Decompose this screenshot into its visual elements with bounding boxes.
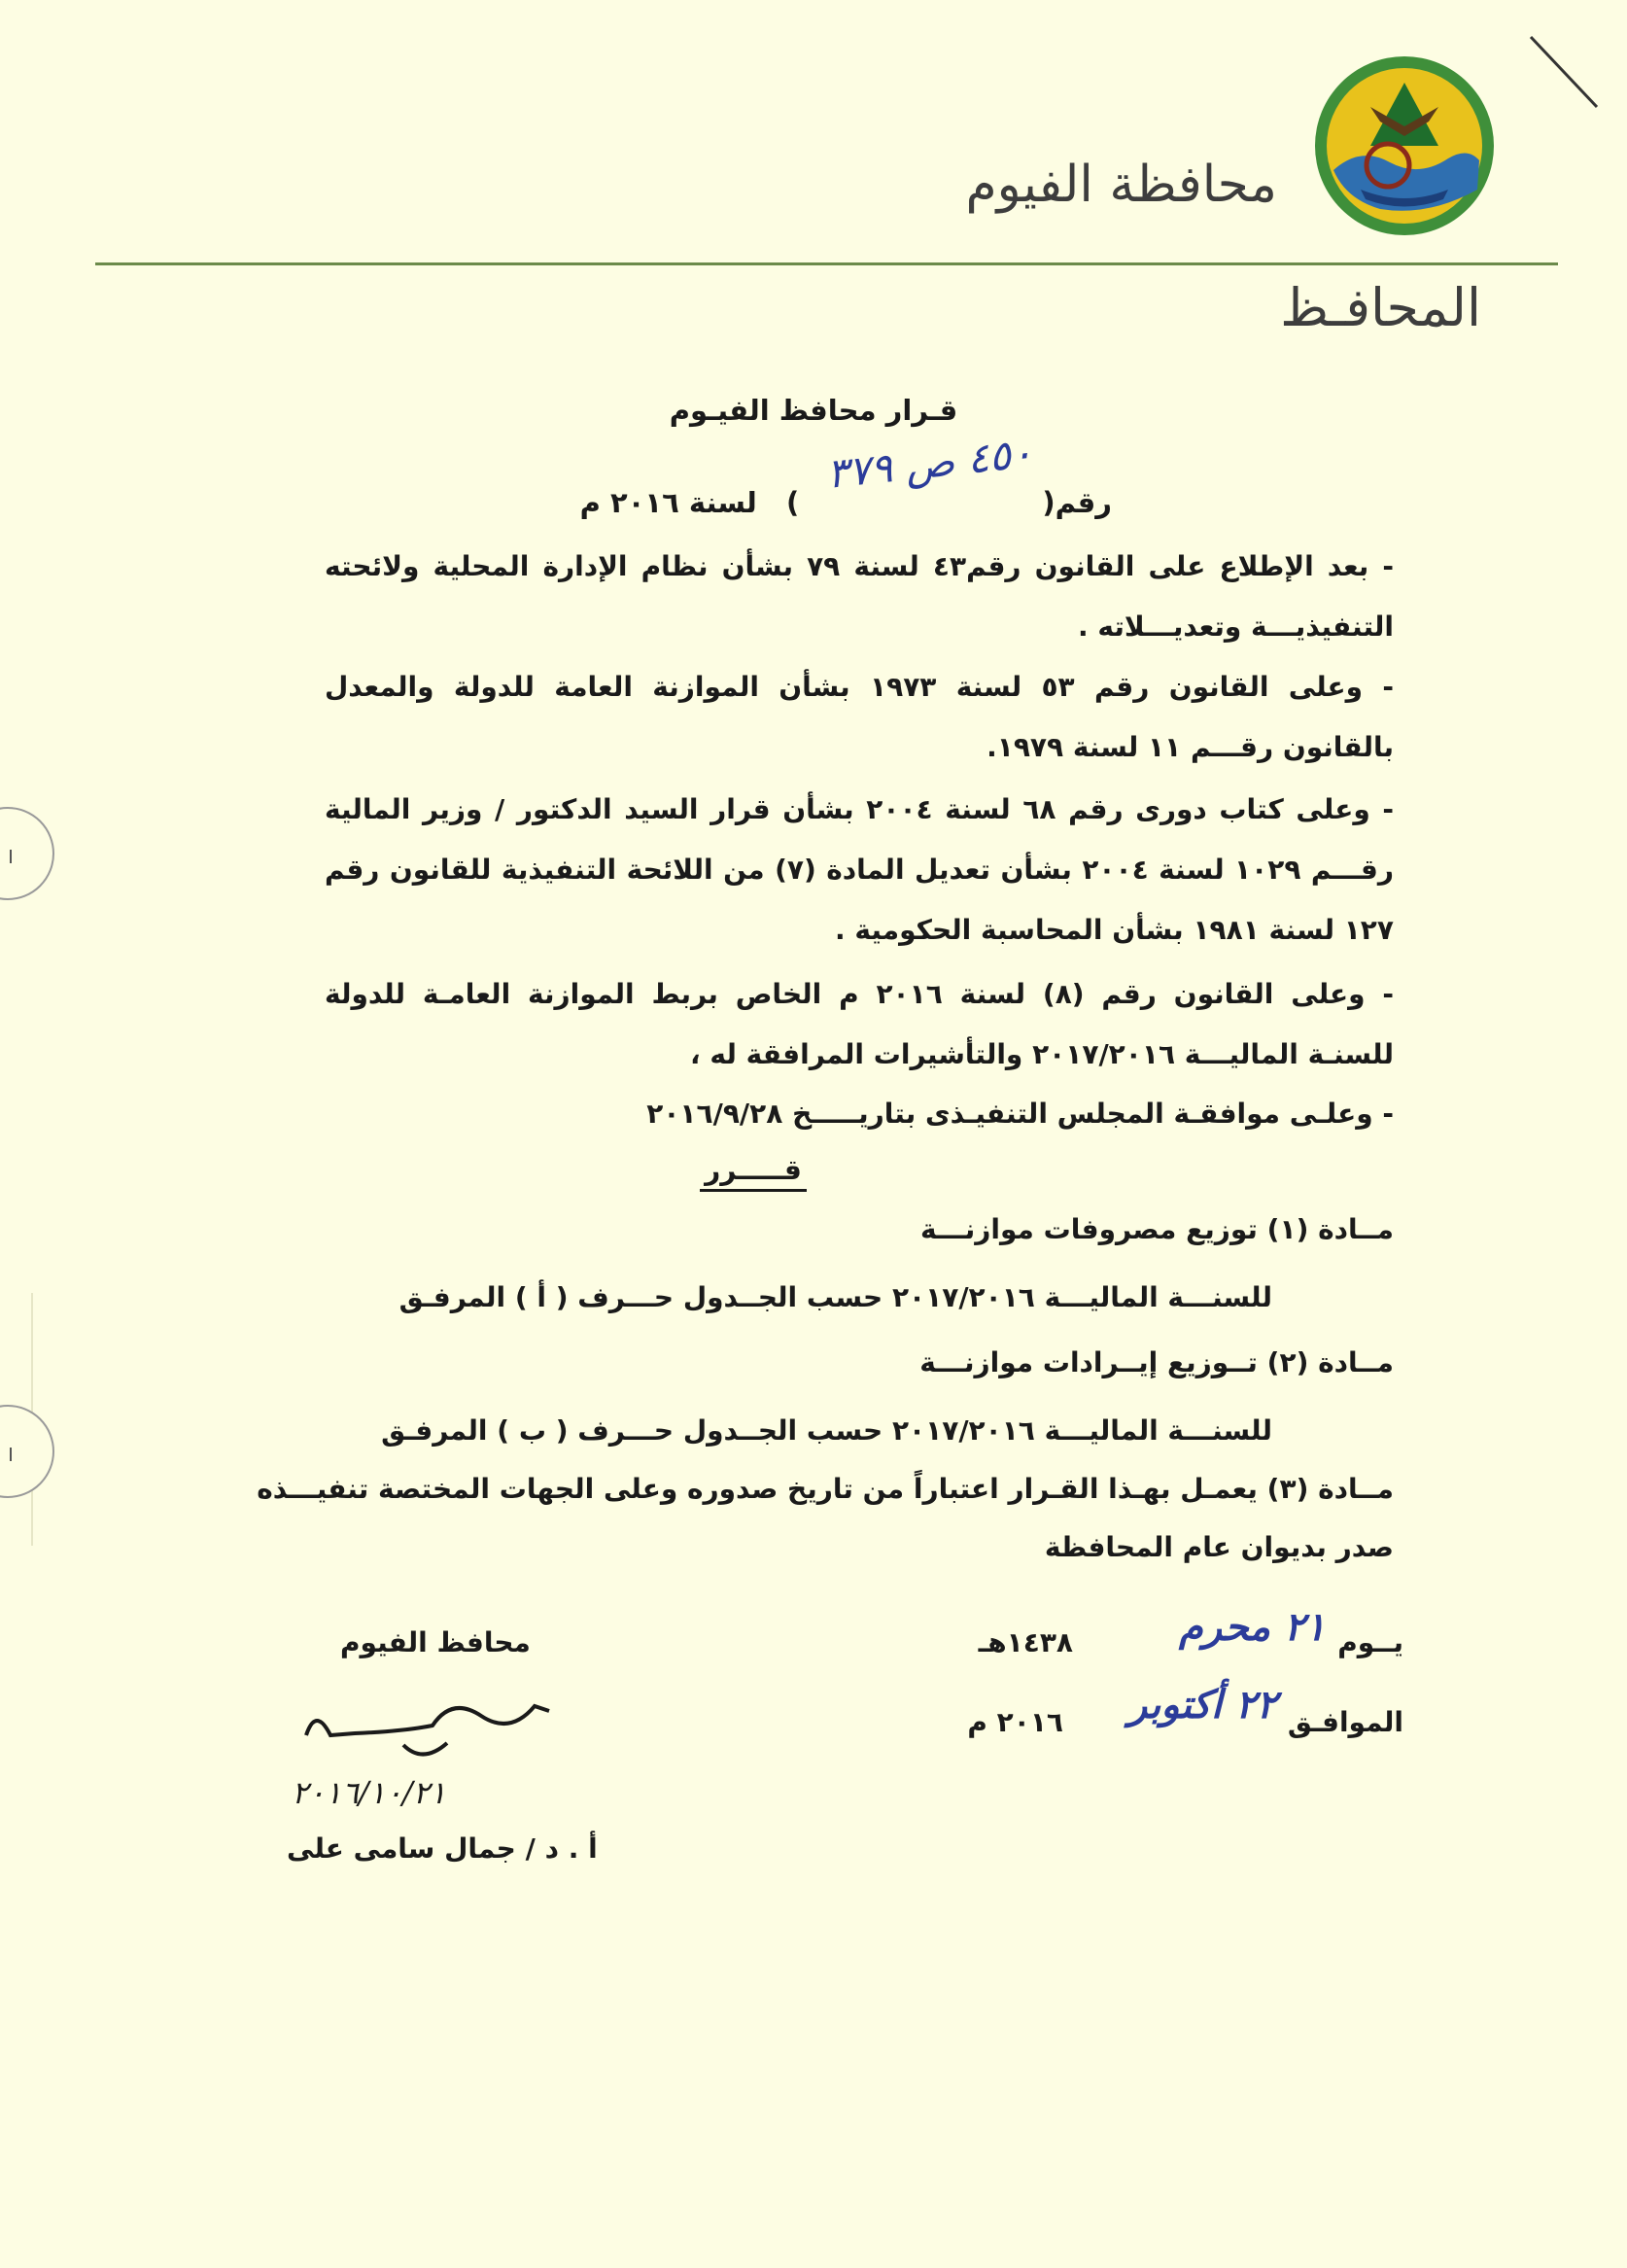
article-1: مــادة (١) توزيع مصروفات موازنـــة (920, 1213, 1394, 1245)
article-2-detail: للسنـــة الماليـــة ٢٠١٧/٢٠١٦ حسب الجــدول حـــرف ( ب ) المرفـق (381, 1414, 1272, 1447)
article-2: مــادة (٢) تــوزيع إيــرادات موازنـــة (919, 1346, 1394, 1378)
handwritten-decree-number: ٤٥٠ ص ٣٧٩ (824, 429, 1035, 498)
day-label: يــوم (1337, 1626, 1403, 1658)
number-suffix: ) (786, 486, 800, 519)
signature-icon (287, 1677, 578, 1784)
handwritten-hijri-day: ٢١ محرم (1179, 1604, 1326, 1650)
issued-at: صدر بديوان عام المحافظة (1044, 1531, 1394, 1563)
hijri-year: ١٤٣٨هـ (978, 1626, 1073, 1658)
article-3: مــادة (٣) يعمـل بهـذا القـرار اعتباراً من تاريخ صدوره وعلى الجهات المختصة تنفيـــذه (257, 1473, 1394, 1505)
signer-title: محافظ الفيوم (340, 1626, 531, 1658)
pen-stroke-mark (1521, 29, 1609, 117)
office-title: المحافـظ (1280, 277, 1481, 338)
signature-date: ٢٠١٦/١٠/٢١ (292, 1774, 447, 1811)
gregorian-year: ٢٠١٦ م (967, 1706, 1063, 1738)
preamble-clause-3: - وعلى كتاب دورى رقم ٦٨ لسنة ٢٠٠٤ بشأن قرار السيد الدكتور / وزير المالية رقـــم ١٠٢٩ لسنة ٢٠٠٤ بشأن تعديل المادة (٧) من اللائحة التنفيذية للقانون رقم ١٢٧ لسنة ١٩٨١ بشأن المحاسبة الحكومية . (325, 793, 1394, 946)
decree-year: لسنة ٢٠١٦ م (579, 486, 757, 519)
resolved-heading: قـــــرر (700, 1152, 807, 1192)
preamble-clause-2: - وعلى القانون رقم ٥٣ لسنة ١٩٧٣ بشأن الموازنة العامة للدولة والمعدل بالقانون رقـــم ١١ لسنة ١٩٧٩. (325, 671, 1394, 763)
handwritten-gregorian-date: ٢٢ أكتوبر (1128, 1682, 1277, 1727)
punch-hole (0, 1405, 54, 1498)
preamble-clause-5: - وعلـى موافقـة المجلس التنفيـذى بتاريـــــخ ٢٠١٦/٩/٢٨ (646, 1098, 1394, 1130)
header-divider (95, 262, 1558, 265)
number-prefix: رقم( (1042, 486, 1112, 519)
corresponding-label: الموافـق (1287, 1706, 1403, 1738)
fayoum-emblem-icon (1312, 53, 1497, 238)
punch-hole (0, 807, 54, 900)
preamble-clause-1: - بعد الإطلاع على القانون رقم٤٣ لسنة ٧٩ بشأن نظام الإدارة المحلية ولائحته التنفيذيـــة وتعديـــلاته . (325, 550, 1394, 643)
governorate-name: محافظة الفيوم (965, 156, 1277, 214)
signer-name: أ . د / جمال سامى على (287, 1832, 598, 1865)
article-1-detail: للسنـــة الماليـــة ٢٠١٧/٢٠١٦ حسب الجــدول حـــرف ( أ ) المرفـق (398, 1281, 1272, 1313)
preamble-clause-4: - وعلى القانون رقم (٨) لسنة ٢٠١٦ م الخاص بربط الموازنة العامـة للدولة للسنـة الماليـــة ٢٠١٧/٢٠١٦ والتأشيرات المرافقة له ، (325, 978, 1394, 1070)
decree-title: قـرار محافظ الفيـوم (669, 394, 958, 427)
